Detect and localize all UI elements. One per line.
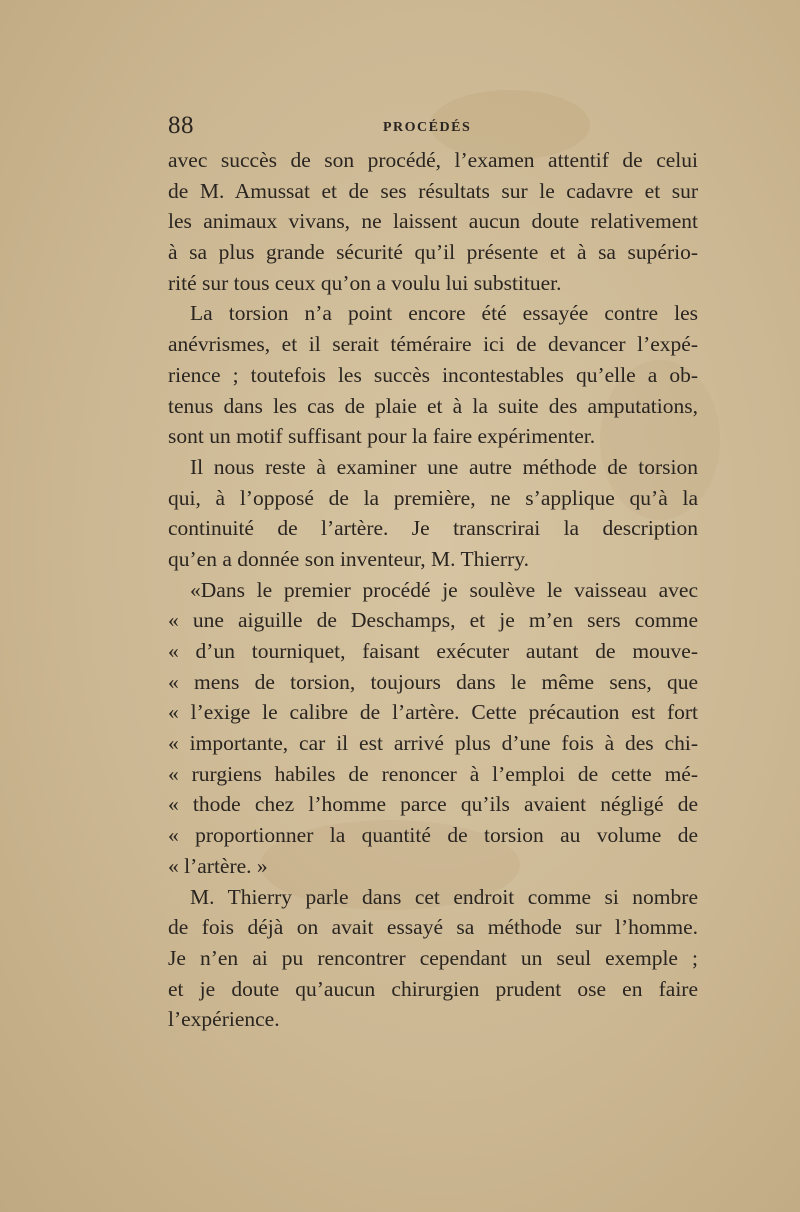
text-line: « rurgiens habiles de renoncer à l’emploi de cette mé-: [168, 761, 698, 786]
text-line: M. Thierry parle dans cet endroit comme si nombre: [190, 884, 698, 909]
text-line: « l’artère. »: [168, 853, 268, 878]
text-line: rience ; toutefois les succès incontestables qu’elle a ob-: [168, 362, 698, 387]
text-line: « l’exige le calibre de l’artère. Cette précaution est fort: [168, 700, 698, 725]
text-line: avec succès de son procédé, l’examen attentif de celui: [168, 148, 698, 172]
running-head: [168, 112, 698, 142]
text-line: qui, à l’opposé de la première, ne s’applique qu’à la: [168, 485, 698, 510]
text-line: « mens de torsion, toujours dans le même sens, que: [168, 669, 698, 694]
text-line: de M. Amussat et de ses résultats sur le cadavre et sur: [168, 178, 698, 203]
text-line: l’expérience.: [168, 1007, 280, 1032]
text-line: « proportionner la quantité de torsion au volume de: [168, 823, 698, 848]
text-line: Il nous reste à examiner une autre méthode de torsion: [190, 454, 698, 479]
text-line: les animaux vivans, ne laissent aucun doute relativement: [168, 209, 698, 234]
text-line: « importante, car il est arrivé plus d’une fois à des chi-: [168, 731, 698, 756]
text-line: La torsion n’a point encore été essayée contre les: [190, 301, 698, 326]
text-line: anévrismes, et il serait téméraire ici de devancer l’expé-: [168, 332, 698, 357]
text-line: de fois déjà on avait essayé sa méthode sur l’homme.: [168, 915, 698, 940]
text-line: et je doute qu’aucun chirurgien prudent ose en faire: [168, 976, 698, 1001]
body-text: [168, 145, 698, 1035]
text-line: tenus dans les cas de plaie et à la suite des amputations,: [168, 393, 698, 418]
text-line: « thode chez l’homme parce qu’ils avaient négligé de: [168, 792, 698, 817]
text-line: «Dans le premier procédé je soulève le vaisseau avec: [190, 577, 698, 602]
text-line: à sa plus grande sécurité qu’il présente et à sa supério-: [168, 240, 698, 265]
text-line: Je n’en ai pu rencontrer cependant un seul exemple ;: [168, 945, 698, 970]
text-line: continuité de l’artère. Je transcrirai la description: [168, 516, 698, 541]
text-line: « une aiguille de Deschamps, et je m’en sers comme: [168, 608, 698, 633]
text-line: sont un motif suffisant pour la faire expérimenter.: [168, 424, 596, 449]
text-line: rité sur tous ceux qu’on a voulu lui substituer.: [168, 270, 562, 295]
text-line: « d’un tourniquet, faisant exécuter autant de mouve-: [168, 639, 698, 663]
page-number: 88: [168, 112, 194, 139]
text-line: qu’en a donnée son inventeur, M. Thierry.: [168, 546, 529, 571]
running-title: PROCÉDÉS: [383, 120, 472, 135]
